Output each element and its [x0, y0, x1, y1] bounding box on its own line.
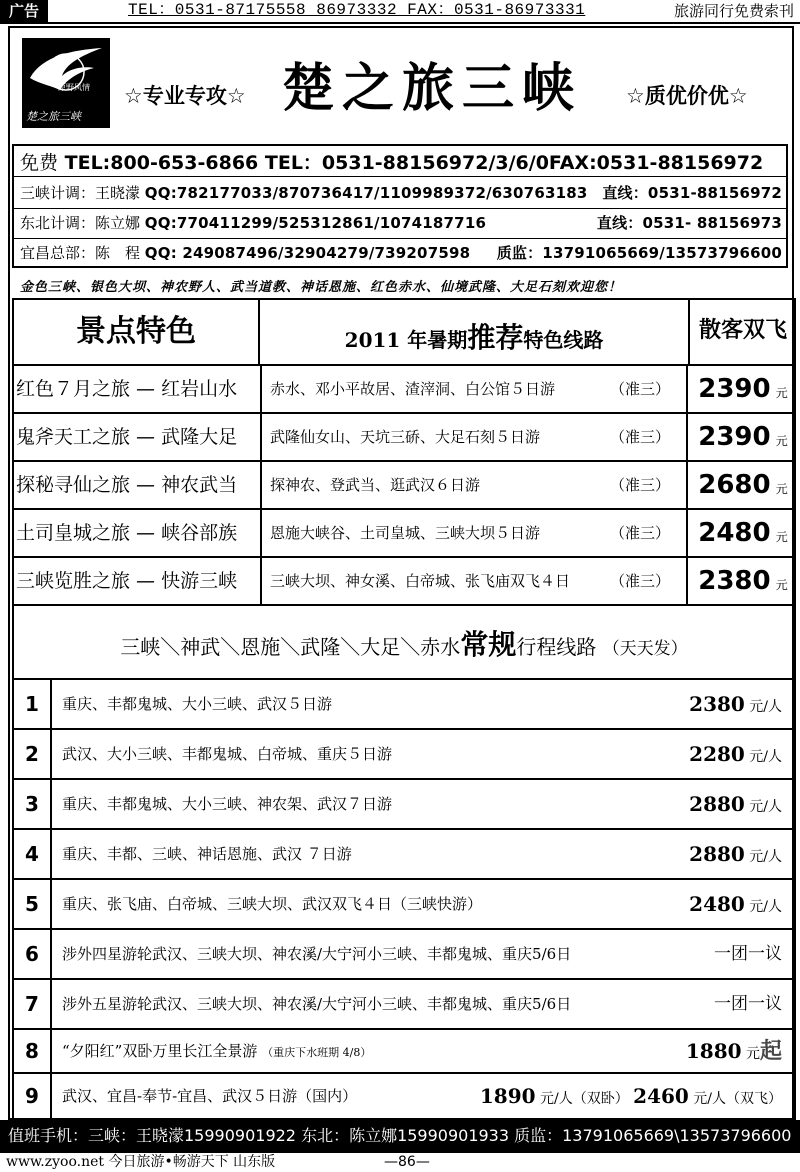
feature-route — [260, 366, 688, 412]
feature-row — [12, 366, 796, 414]
route-price-unit: 元/人（双卧） — [539, 1091, 629, 1107]
feature-price-value: 2480 — [698, 518, 771, 548]
feature-route — [260, 510, 688, 556]
brand-title: 楚之旅三峡 — [282, 58, 583, 119]
route-note: （重庆下水班期 4/8） — [262, 1046, 372, 1059]
route-price-unit: 元 — [745, 1046, 760, 1062]
route-price-value: 2880 — [689, 792, 745, 816]
contact-row — [20, 182, 588, 203]
feature-price-unit: 元 — [775, 386, 788, 400]
route-price-suffix: 起 — [759, 1038, 782, 1064]
logo-small-text: 原野风情 — [58, 83, 90, 92]
feature-price-value: 2680 — [698, 470, 771, 500]
contact-row — [20, 212, 486, 233]
route-text — [62, 1030, 371, 1072]
route-price-value: 2480 — [689, 892, 745, 916]
contact-qq: QQ:782177033/870736417/1109989372/630763183 — [144, 184, 588, 202]
route-price — [689, 730, 782, 778]
route-number: 4 — [14, 830, 52, 878]
route-text: 涉外四星游轮武汉、三峡大坝、神农溪/大宁河小三峡、丰都鬼城、重庆5/6日 — [62, 945, 572, 963]
route-price-value: 2380 — [689, 692, 745, 716]
regular-head-pre: 三峡＼神武＼恩施＼武隆＼大足＼赤水 — [120, 635, 461, 659]
route-text: 重庆、丰都、三峡、神话恩施、武汉 ７日游 — [62, 845, 352, 863]
feature-route — [260, 558, 688, 604]
route-row — [12, 880, 796, 930]
contact-extra — [602, 182, 782, 203]
route-text: 涉外五星游轮武汉、三峡大坝、神农溪/大宁河小三峡、丰都鬼城、重庆5/6日 — [62, 995, 572, 1013]
page-footer — [0, 1152, 800, 1172]
feature-grade: （准三） — [609, 572, 670, 590]
contact-extra — [597, 212, 782, 233]
page-number: —86— — [384, 1154, 430, 1170]
route-text-main: “夕阳红”双卧万里长江全景游 — [62, 1042, 258, 1060]
feature-grade: （准三） — [609, 428, 670, 446]
route-number: 5 — [14, 880, 52, 928]
features-head-right: 散客双飞 — [698, 317, 787, 343]
contact-box — [12, 144, 788, 268]
features-head-year: 2011 年暑期 — [344, 328, 468, 352]
feature-price-value: 2390 — [698, 374, 771, 404]
feature-row — [12, 462, 796, 510]
route-text: 重庆、丰都鬼城、大小三峡、武汉５日游 — [62, 695, 333, 713]
feature-name: 探秘寻仙之旅 — 神农武当 — [14, 462, 262, 508]
divider — [14, 238, 786, 239]
logo-script-text: 楚之旅三峡 — [26, 110, 81, 123]
feature-row — [12, 558, 796, 606]
route-row — [12, 1074, 796, 1120]
slogan-left: ☆专业专攻☆ — [124, 84, 246, 108]
free-phone-text: TEL:800-653-6866 TEL：0531-88156972/3/6/0FAX:0531-88156972 — [64, 152, 764, 174]
route-price-value-2: 2460 — [633, 1084, 689, 1108]
contact-label: 宜昌总部：陈 程 — [20, 244, 141, 262]
features-head-mid — [260, 300, 690, 364]
feature-price — [690, 366, 796, 412]
route-row — [12, 1030, 796, 1074]
regular-head-tail: 行程线路 — [516, 635, 597, 659]
divider — [0, 22, 800, 24]
feature-price — [690, 414, 796, 460]
route-text: 武汉、大小三峡、丰都鬼城、白帝城、重庆５日游 — [62, 745, 393, 763]
route-row — [12, 780, 796, 830]
top-header — [0, 0, 800, 22]
route-number: 2 — [14, 730, 52, 778]
feature-route-text: 探神农、登武当、逛武汉６日游 — [270, 476, 481, 494]
feature-row — [12, 510, 796, 558]
route-number: 1 — [14, 680, 52, 728]
feature-price — [690, 558, 796, 604]
route-price — [689, 680, 782, 728]
route-price — [689, 780, 782, 828]
route-number: 7 — [14, 980, 52, 1028]
feature-name: 土司皇城之旅 — 峡谷部族 — [14, 510, 262, 556]
logo — [22, 38, 110, 128]
feature-route-text: 恩施大峡谷、土司皇城、三峡大坝５日游 — [270, 524, 541, 542]
feature-route — [260, 462, 688, 508]
ad-tag: 广告 — [0, 0, 48, 22]
route-price-value: 2280 — [689, 742, 745, 766]
route-number: 3 — [14, 780, 52, 828]
regular-head-big: 常规 — [460, 628, 517, 661]
feature-price-value: 2380 — [698, 566, 771, 596]
route-row — [12, 730, 796, 780]
feature-price-unit: 元 — [775, 578, 788, 592]
contact-qq: QQ: 249087496/32904279/739207598 — [144, 244, 471, 262]
route-price — [480, 1074, 782, 1118]
feature-grade: （准三） — [609, 476, 670, 494]
route-price — [686, 1030, 782, 1072]
feature-price — [690, 510, 796, 556]
feature-route-text: 三峡大坝、神女溪、白帝城、张飞庙双飞４日 — [270, 572, 571, 590]
route-price-text: 一团一议 — [714, 994, 782, 1014]
contact-label: 东北计调：陈立娜 — [20, 214, 141, 232]
route-price-unit: 元/人 — [749, 799, 782, 815]
route-price-value: 1880 — [685, 1039, 742, 1063]
feature-route — [260, 414, 688, 460]
route-price-unit: 元/人 — [749, 749, 782, 765]
feature-route-text: 武隆仙女山、天坑三硚、大足石刻５日游 — [270, 428, 541, 446]
feature-name: 红色７月之旅 — 红岩山水 — [14, 366, 262, 412]
divider — [14, 176, 786, 177]
route-row — [12, 680, 796, 730]
contact-qq: QQ:770411299/525312861/1074187716 — [144, 214, 487, 232]
free-label: 免费 — [20, 152, 59, 174]
route-text: 武汉、宜昌-奉节-宜昌、武汉５日游（国内） — [62, 1087, 358, 1105]
route-text: 重庆、丰都鬼城、大小三峡、神农架、武汉７日游 — [62, 795, 393, 813]
feature-price — [690, 462, 796, 508]
route-text: 重庆、张飞庙、白帝城、三峡大坝、武汉双飞４日（三峡快游） — [62, 895, 483, 913]
route-price-value: 1890 — [479, 1084, 536, 1108]
duty-phone-bar — [0, 1120, 800, 1152]
route-number: 6 — [14, 930, 52, 978]
route-row — [12, 980, 796, 1030]
feature-name: 三峡览胜之旅 — 快游三峡 — [14, 558, 262, 604]
route-number: 8 — [14, 1030, 52, 1072]
feature-route-text: 赤水、邓小平故居、渣滓洞、白公馆５日游 — [270, 380, 556, 398]
route-price — [689, 880, 782, 928]
free-phone-line — [20, 148, 763, 175]
feature-price-value: 2390 — [698, 422, 771, 452]
features-header — [12, 298, 796, 366]
feature-price-unit: 元 — [775, 482, 788, 496]
regular-head-sub: （天天发） — [602, 639, 688, 659]
duty-phone-text: 值班手机：三峡：王晓濛15990901922 东北：陈立娜15990901933 质监：13791065669\13573796600 — [8, 1126, 792, 1145]
features-head-tail: 特色线路 — [523, 328, 604, 352]
slogan-right: ☆质优价优☆ — [626, 84, 748, 108]
contact-extra-text: 直线：0531- 88156973 — [596, 214, 782, 232]
divider — [14, 208, 786, 209]
welcome-banner: 金色三峡、银色大坝、神农野人、武当道教、神话恩施、红色赤水、仙境武隆、大足石刻欢迎您！ — [20, 280, 623, 295]
footer-site: www.zyoo.net 今日旅游•畅游天下 山东版 — [6, 1154, 276, 1170]
route-number: 9 — [14, 1074, 52, 1118]
features-head-left: 景点特色 — [14, 300, 260, 364]
feature-price-unit: 元 — [775, 530, 788, 544]
route-row — [12, 830, 796, 880]
features-head-big: 推荐 — [467, 321, 524, 354]
contact-row — [20, 242, 470, 263]
route-price-unit-2: 元/人（双飞） — [693, 1091, 782, 1107]
regular-header — [12, 606, 796, 680]
top-contact: TEL：0531-87175558 86973332 FAX：0531-86973331 — [128, 1, 586, 19]
contact-label: 三峡计调：王晓濛 — [20, 184, 141, 202]
route-price-unit: 元/人 — [749, 699, 782, 715]
feature-name: 鬼斧天工之旅 — 武隆大足 — [14, 414, 262, 460]
route-price-value: 2880 — [689, 842, 745, 866]
feature-row — [12, 414, 796, 462]
feature-grade: （准三） — [609, 524, 670, 542]
route-row — [12, 930, 796, 980]
feature-price-unit: 元 — [775, 434, 788, 448]
contact-extra-text: 质监：13791065669/13573796600 — [496, 244, 782, 262]
contact-extra — [497, 242, 782, 263]
route-price-unit: 元/人 — [749, 899, 782, 915]
route-price-unit: 元/人 — [749, 849, 782, 865]
feature-grade: （准三） — [609, 380, 670, 398]
top-right-text: 旅游同行免费索刊 — [673, 2, 794, 20]
route-price — [689, 830, 782, 878]
contact-extra-text: 直线：0531-88156972 — [602, 184, 782, 202]
route-price-text: 一团一议 — [714, 944, 782, 964]
